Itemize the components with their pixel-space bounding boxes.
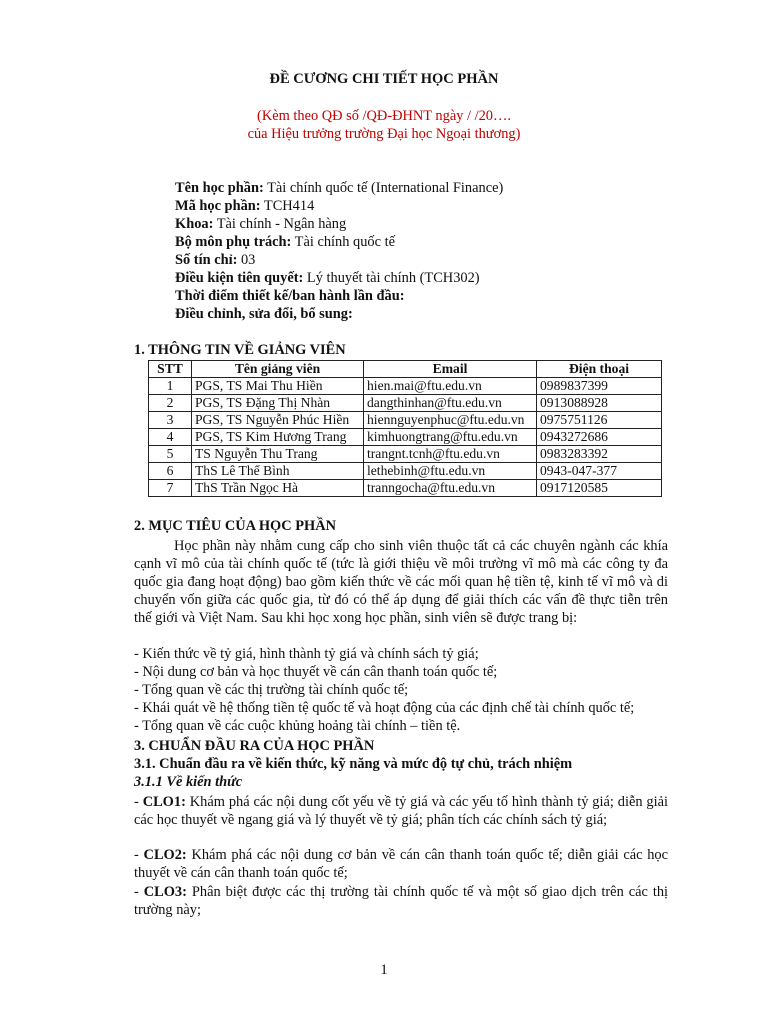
row-email: tranngocha@ftu.edu.vn <box>364 480 537 497</box>
design-time-row <box>175 287 735 305</box>
section2-paragraph: Học phần này nhằm cung cấp cho sinh viên thuộc tất cả các chuyên ngành các khía cạnh vĩ mô của tài chính quốc tế (tức là giới thiệu về môi trường vĩ mô mà các công ty đa quốc gia đang hoạt động) bao gồm kiến thức về các mối quan hệ tiền tệ, kinh tế vĩ mô và di chuyển vốn giữa các quốc gia, từ đó có thể áp dụng để giải thích các vấn đề thực tiễn trên thế giới và Việt Nam. Sau khi học xong học phần, sinh viên sẽ được trang bị: <box>134 538 668 626</box>
table-row <box>149 378 662 395</box>
row-stt: 2 <box>149 395 192 412</box>
list-item: - Tổng quan về các cuộc khủng hoảng tài chính – tiền tệ. <box>134 718 461 734</box>
row-email: dangthinhan@ftu.edu.vn <box>364 395 537 412</box>
prerequisite-label: Điều kiện tiên quyết: <box>175 270 304 286</box>
list-item: - Khái quát về hệ thống tiền tệ quốc tế và hoạt động của các định chế tài chính quốc tế; <box>134 700 635 716</box>
section2-heading: 2. MỤC TIÊU CỦA HỌC PHẦN <box>134 518 337 534</box>
document-subtitle-line2: của Hiệu trưởng trường Đại học Ngoại thương) <box>247 126 521 142</box>
row-stt: 6 <box>149 463 192 480</box>
row-phone: 0913088928 <box>537 395 662 412</box>
header-phone: Điện thoại <box>537 361 662 378</box>
document-subtitle-line1: (Kèm theo QĐ số /QĐ-ĐHNT ngày / /20…. <box>257 108 511 124</box>
lecturer-table-header <box>149 361 662 378</box>
table-row <box>149 429 662 446</box>
row-lecturer-name: TS Nguyễn Thu Trang <box>192 446 364 463</box>
prerequisite-value: Lý thuyết tài chính (TCH302) <box>303 270 480 286</box>
clo1-paragraph <box>134 793 668 829</box>
section3-1-1-heading: 3.1.1 Về kiến thức <box>134 774 243 790</box>
course-name-label: Tên học phần: <box>175 180 264 196</box>
row-email: trangnt.tcnh@ftu.edu.vn <box>364 446 537 463</box>
credits-row <box>175 251 735 269</box>
row-stt: 7 <box>149 480 192 497</box>
table-row <box>149 463 662 480</box>
clo3-paragraph <box>134 883 668 919</box>
row-email: hien.mai@ftu.edu.vn <box>364 378 537 395</box>
course-name-row <box>175 179 735 197</box>
table-row <box>149 446 662 463</box>
credits-value: 03 <box>237 252 256 268</box>
clo3-label: CLO3: <box>143 884 187 900</box>
document-title: ĐỀ CƯƠNG CHI TIẾT HỌC PHẦN <box>269 71 499 87</box>
clo-dash: - <box>134 847 144 863</box>
list-item: - Tổng quan về các thị trường tài chính quốc tế; <box>134 682 409 698</box>
row-stt: 3 <box>149 412 192 429</box>
course-code-label: Mã học phần: <box>175 198 261 214</box>
section3-heading: 3. CHUẨN ĐẦU RA CỦA HỌC PHẦN <box>134 738 375 754</box>
clo2-text: Khám phá các nội dung cơ bản về cán cân thanh toán quốc tế; diễn giải các học thuyết về cán cân thanh toán quốc tế; <box>134 847 669 881</box>
page-number: 1 <box>380 962 388 978</box>
clo1-label: CLO1: <box>142 794 186 810</box>
course-code-value: TCH414 <box>260 198 315 214</box>
header-email: Email <box>364 361 537 378</box>
row-phone: 0975751126 <box>537 412 662 429</box>
course-info-block <box>175 179 735 323</box>
faculty-label: Khoa: <box>175 216 214 232</box>
row-lecturer-name: PGS, TS Kim Hương Trang <box>192 429 364 446</box>
clo-dash: - <box>134 884 144 900</box>
table-row <box>149 395 662 412</box>
row-lecturer-name: ThS Lê Thế Bình <box>192 463 364 480</box>
row-phone: 0917120585 <box>537 480 662 497</box>
department-value: Tài chính quốc tế <box>291 234 395 250</box>
lecturer-table <box>148 360 662 497</box>
row-phone: 0943272686 <box>537 429 662 446</box>
row-stt: 1 <box>149 378 192 395</box>
row-lecturer-name: PGS, TS Đặng Thị Nhàn <box>192 395 364 412</box>
row-lecturer-name: PGS, TS Mai Thu Hiền <box>192 378 364 395</box>
section1-heading: 1. THÔNG TIN VỀ GIẢNG VIÊN <box>134 342 346 358</box>
header-stt: STT <box>149 361 192 378</box>
clo-dash: - <box>134 794 143 810</box>
design-time-label: Thời điểm thiết kế/ban hành lần đầu: <box>175 288 405 304</box>
list-item: - Kiến thức về tỷ giá, hình thành tỷ giá và chính sách tỷ giá; <box>134 646 479 662</box>
faculty-row <box>175 215 735 233</box>
list-item: - Nội dung cơ bản và học thuyết về cán cân thanh toán quốc tế; <box>134 664 498 680</box>
clo3-text: Phân biệt được các thị trường tài chính quốc tế và một số giao dịch trên các thị trường này; <box>134 884 669 918</box>
table-row <box>149 412 662 429</box>
section3-1-heading: 3.1. Chuẩn đầu ra về kiến thức, kỹ năng và mức độ tự chủ, trách nhiệm <box>134 756 573 772</box>
header-lecturer-name: Tên giảng viên <box>192 361 364 378</box>
prerequisite-row <box>175 269 735 287</box>
row-stt: 4 <box>149 429 192 446</box>
row-lecturer-name: ThS Trần Ngọc Hà <box>192 480 364 497</box>
faculty-value: Tài chính - Ngân hàng <box>213 216 347 232</box>
row-stt: 5 <box>149 446 192 463</box>
row-lecturer-name: PGS, TS Nguyễn Phúc Hiền <box>192 412 364 429</box>
revision-row <box>175 305 735 323</box>
department-row <box>175 233 735 251</box>
credits-label: Số tín chỉ: <box>175 252 238 268</box>
row-phone: 0943-047-377 <box>537 463 662 480</box>
clo2-paragraph <box>134 846 668 882</box>
row-phone: 0989837399 <box>537 378 662 395</box>
department-label: Bộ môn phụ trách: <box>175 234 292 250</box>
revision-label: Điều chỉnh, sửa đổi, bổ sung: <box>175 306 353 322</box>
row-phone: 0983283392 <box>537 446 662 463</box>
row-email: kimhuongtrang@ftu.edu.vn <box>364 429 537 446</box>
row-email: hiennguyenphuc@ftu.edu.vn <box>364 412 537 429</box>
course-name-value: Tài chính quốc tế (International Finance) <box>263 180 504 196</box>
clo2-label: CLO2: <box>143 847 187 863</box>
table-row <box>149 480 662 497</box>
clo1-text: Khám phá các nội dung cốt yếu về tỷ giá và các yếu tố hình thành tỷ giá; diễn giải các học thuyết về ngang giá và lý thuyết về tỷ giá; phân tích các chính sách tỷ giá; <box>134 794 668 828</box>
section2-bullet-list <box>134 645 668 735</box>
course-code-row <box>175 197 735 215</box>
row-email: lethebinh@ftu.edu.vn <box>364 463 537 480</box>
